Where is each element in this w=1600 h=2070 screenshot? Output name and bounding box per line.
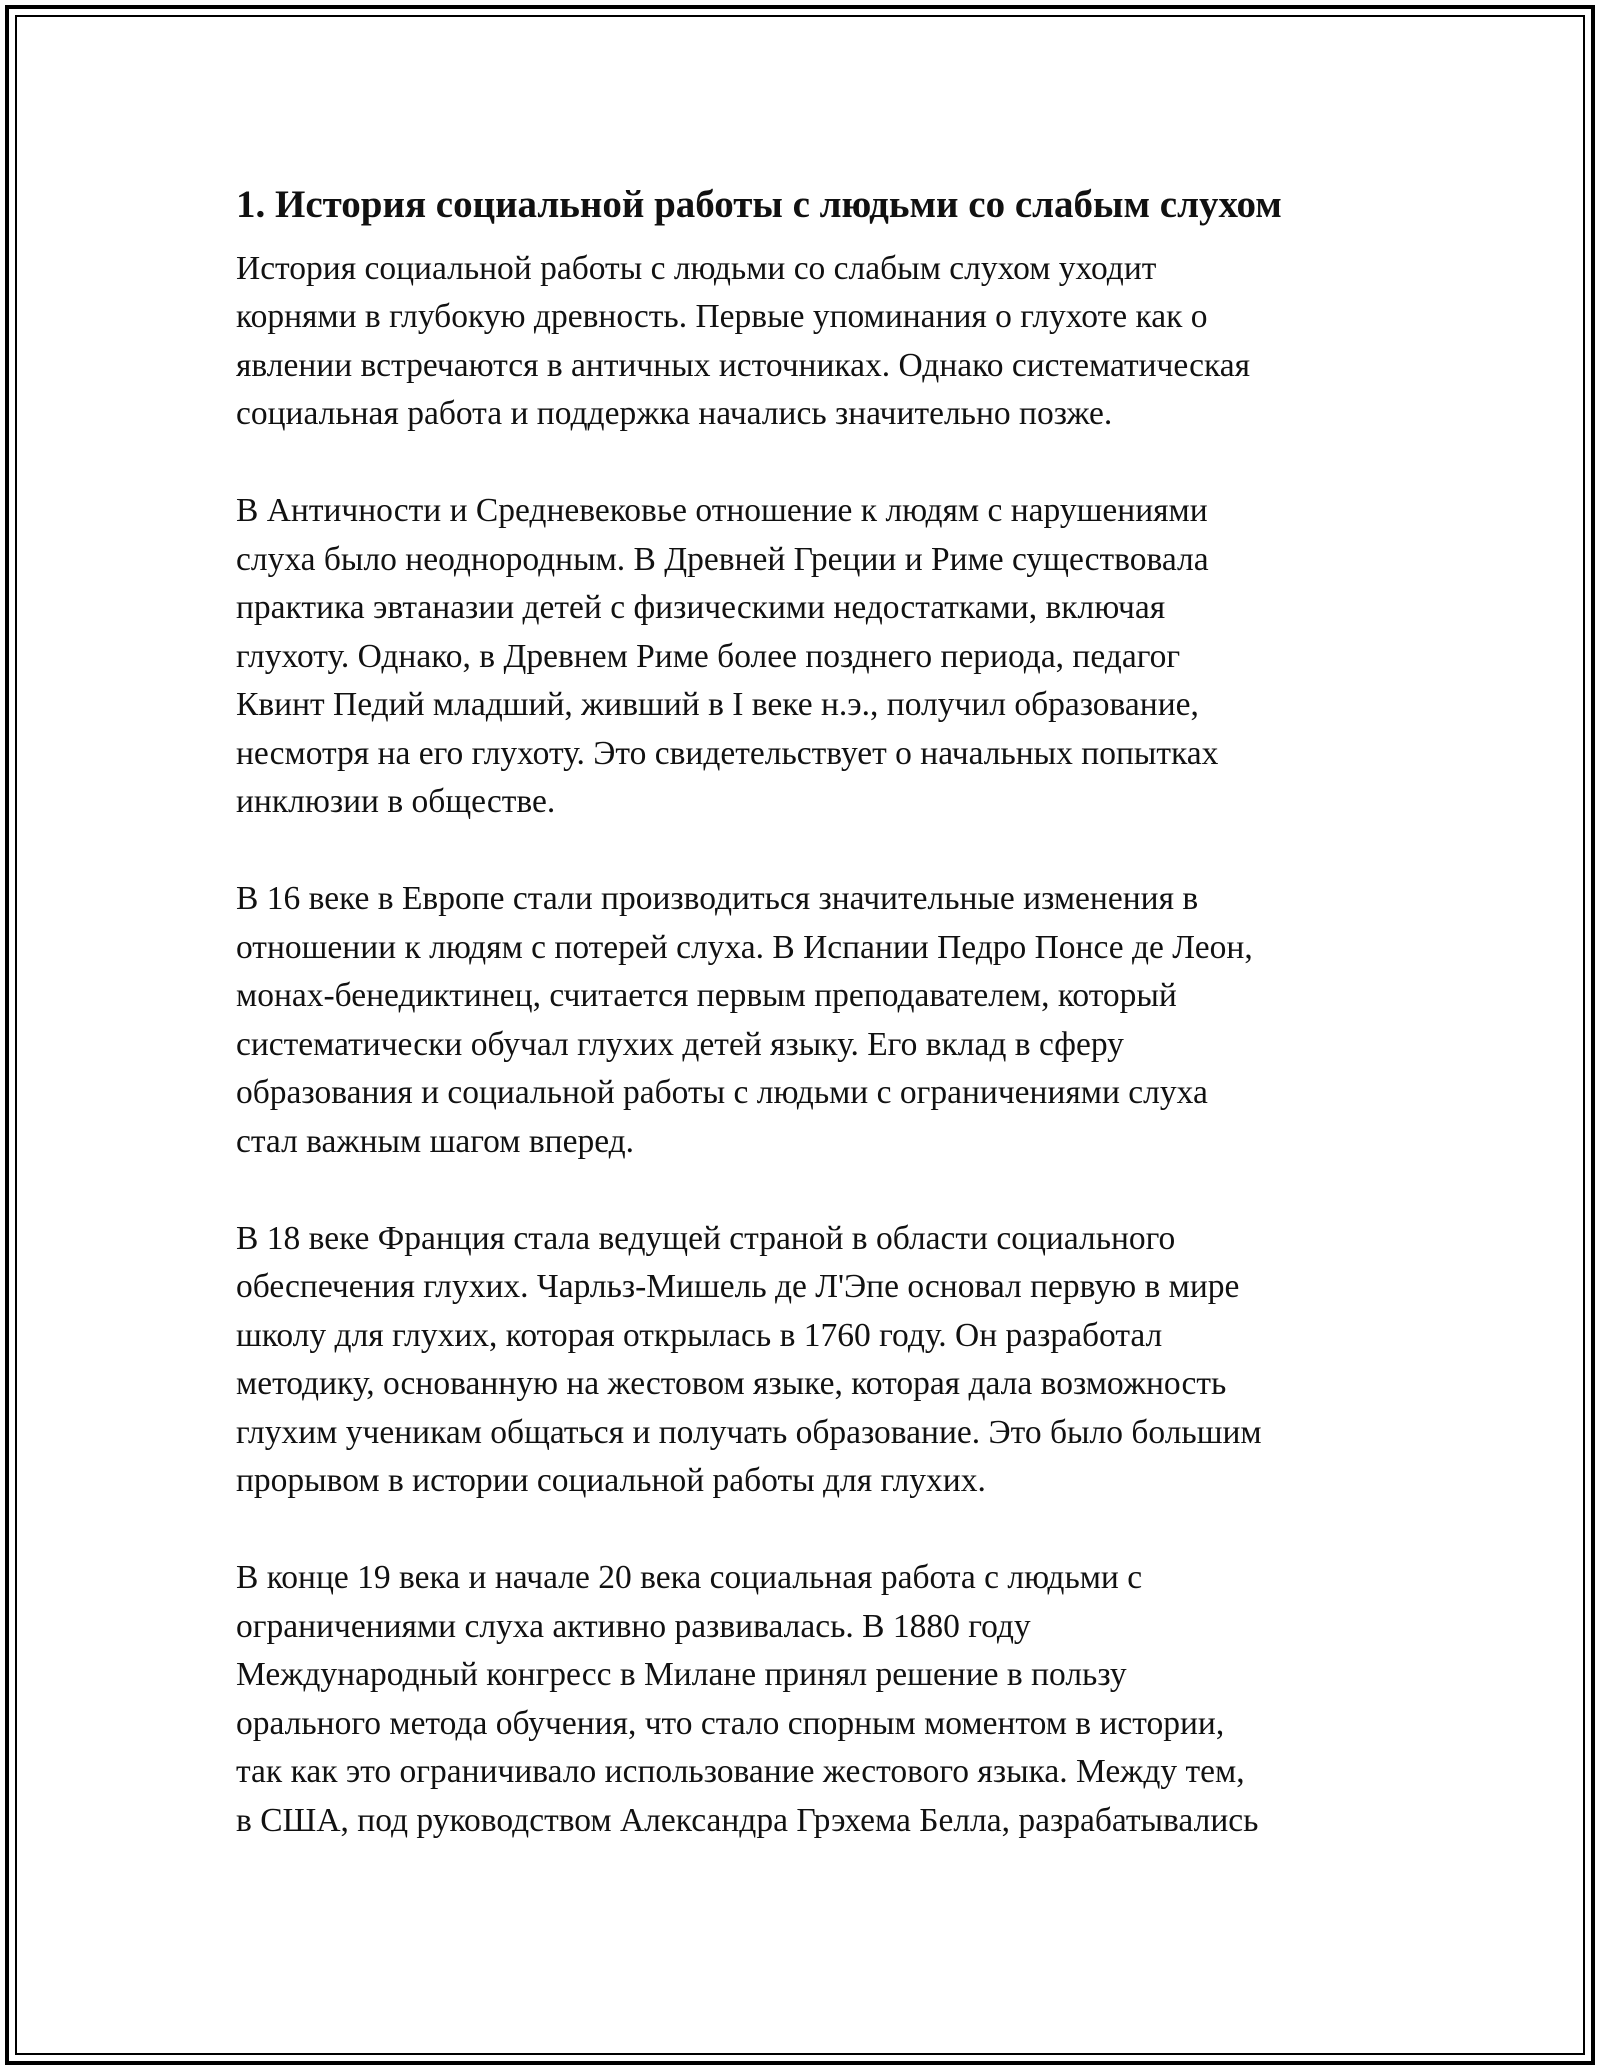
text-line: методику, основанную на жестовом языке, которая дала возможность [236, 1365, 1227, 1403]
text-line: В конце 19 века и начале 20 века социальная работа с людьми с [236, 1559, 1143, 1597]
text-line: в США, под руководством Александра Грэхема Белла, разрабатывались [236, 1801, 1259, 1839]
document-body [236, 180, 1376, 1894]
text-line: В 18 веке Франция стала ведущей страной в области социального [236, 1219, 1176, 1257]
text-line: так как это ограничивало использование жестового языка. Между тем, [236, 1753, 1245, 1791]
text-line: стал важным шагом вперед. [236, 1122, 635, 1160]
paragraph-18th-century [236, 1215, 1376, 1506]
text-line: школу для глухих, которая открылась в 1760 году. Он разработал [236, 1316, 1163, 1354]
paragraph-antiquity [236, 487, 1376, 827]
text-line: Международный конгресс в Милане принял решение в пользу [236, 1656, 1127, 1694]
text-line: слуха было неоднородным. В Древней Греции и Риме существовала [236, 540, 1209, 578]
text-line: корнями в глубокую древность. Первые упоминания о глухоте как о [236, 298, 1208, 336]
text-line: В 16 веке в Европе стали производиться значительные изменения в [236, 880, 1199, 918]
text-line: обеспечения глухих. Чарльз-Мишель де Л'Эпе основал первую в мире [236, 1268, 1240, 1306]
text-line: История социальной работы с людьми со слабым слухом уходит [236, 249, 1157, 287]
section-heading: 1. История социальной работы с людьми со слабым слухом [236, 183, 1282, 226]
text-line: прорывом в истории социальной работы для глухих. [236, 1462, 986, 1500]
text-line: социальная работа и поддержка начались значительно позже. [236, 395, 1113, 433]
text-line: Квинт Педий младший, живший в I веке н.э., получил образование, [236, 686, 1199, 724]
text-line: практика эвтаназии детей с физическими недостатками, включая [236, 589, 1166, 627]
text-line: явлении встречаются в античных источниках. Однако систематическая [236, 346, 1251, 384]
paragraph-19th-20th-century [236, 1554, 1376, 1845]
text-line: глухим ученикам общаться и получать образование. Это было большим [236, 1413, 1262, 1451]
text-line: глухоту. Однако, в Древнем Риме более позднего периода, педагог [236, 637, 1181, 675]
text-line: несмотря на его глухоту. Это свидетельствует о начальных попытках [236, 734, 1219, 772]
paragraph-16th-century [236, 875, 1376, 1166]
text-line: систематически обучал глухих детей языку. Его вклад в сферу [236, 1025, 1124, 1063]
paragraph-intro [236, 245, 1376, 439]
text-line: В Античности и Средневековье отношение к людям с нарушениями [236, 492, 1208, 530]
text-line: образования и социальной работы с людьми с ограничениями слуха [236, 1074, 1208, 1112]
text-line: монах-бенедиктинец, считается первым преподавателем, который [236, 977, 1177, 1015]
text-line: ограничениями слуха активно развивалась. В 1880 году [236, 1607, 1031, 1645]
text-line: орального метода обучения, что стало спорным моментом в истории, [236, 1704, 1225, 1742]
text-line: инклюзии в обществе. [236, 783, 556, 821]
text-line: отношении к людям с потерей слуха. В Испании Педро Понсе де Леон, [236, 928, 1253, 966]
